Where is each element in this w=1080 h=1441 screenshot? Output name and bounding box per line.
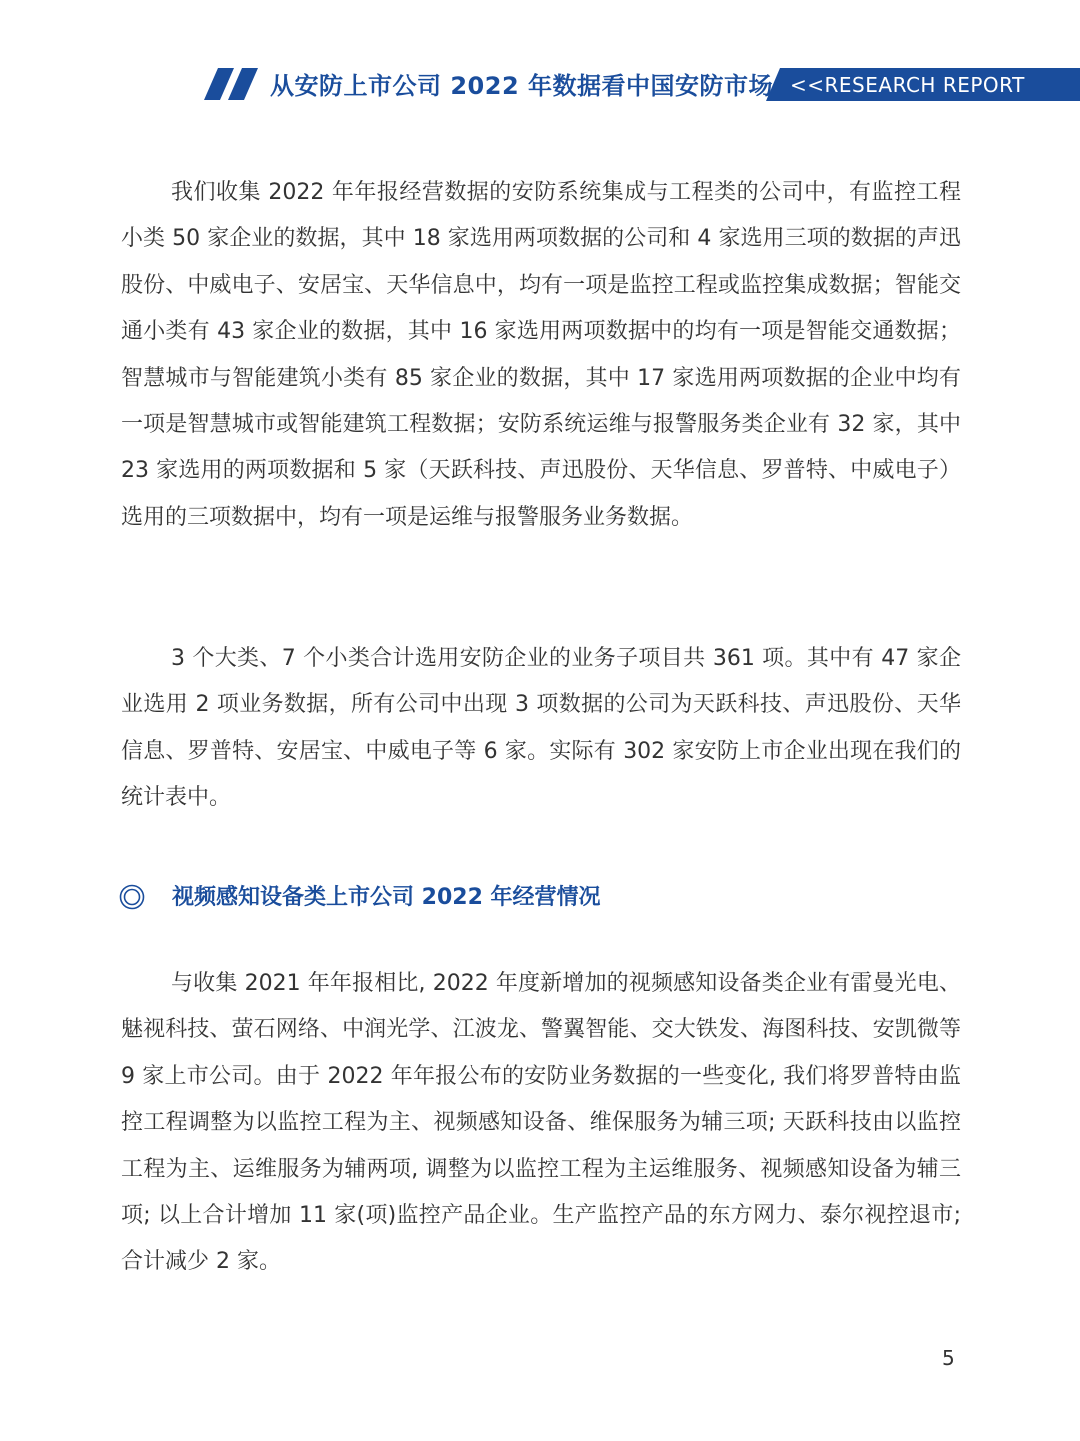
body-paragraph-1: 我们收集 2022 年年报经营数据的安防系统集成与工程类的公司中，有监控工程小类 50 家企业的数据，其中 18 家选用两项数据的公司和 4 家选用三项的数据的声迅股份、中威电子、安居宝、天华信息中，均有一项是监控工程或监控集成数据；智能交通小类有 43 家企业的数据，其中 16 家选用两项数据中的均有一项是智能交通数据；智慧城市与智能建筑小类有 85 家企业的数据，其中 17 家选用两项数据的企业中均有一项是智慧城市或智能建筑工程数据；安防系统运维与报警服务类企业有 32 家，其中 23 家选用的两项数据和 5 家（天跃科技、声迅股份、天华信息、罗普特、中威电子）选用的三项数据中，均有一项是运维与报警服务业务数据。	[121, 180, 961, 530]
double-circle-icon	[119, 884, 145, 910]
section-heading	[119, 878, 959, 914]
double-slash-icon	[204, 68, 270, 100]
research-report-label: <<RESEARCH REPORT	[790, 73, 1025, 97]
section-title: 视频感知设备类上市公司 2022 年经营情况	[172, 885, 601, 910]
report-title: 从安防上市公司 2022 年数据看中国安防市场	[270, 72, 774, 100]
research-report-tag	[766, 68, 1080, 101]
body-paragraph-2: 3 个大类、7 个小类合计选用安防企业的业务子项目共 361 项。其中有 47 家企业选用 2 项业务数据，所有公司中出现 3 项数据的公司为天跃科技、声迅股份、天华信息、罗普特、安居宝、中威电子等 6 家。实际有 302 家安防上市企业出现在我们的统计表中。	[121, 646, 961, 811]
body-paragraph-3: 与收集 2021 年年报相比, 2022 年度新增加的视频感知设备类企业有雷曼光电、魅视科技、萤石网络、中润光学、江波龙、警翼智能、交大铁发、海图科技、安凯微等 9 家上市公司。由于 2022 年年报公布的安防业务数据的一些变化, 我们将罗普特由监控工程调整为以监控工程为主、视频感知设备、维保服务为辅三项; 天跃科技由以监控工程为主、运维服务为辅两项, 调整为以监控工程为主运维服务、视频感知设备为辅三项; 以上合计增加 11 家(项)监控产品企业。生产监控产品的东方网力、泰尔视控退市; 合计减少 2 家。	[121, 971, 961, 1275]
page-number: 5	[942, 1346, 955, 1370]
page-header	[0, 62, 1080, 106]
